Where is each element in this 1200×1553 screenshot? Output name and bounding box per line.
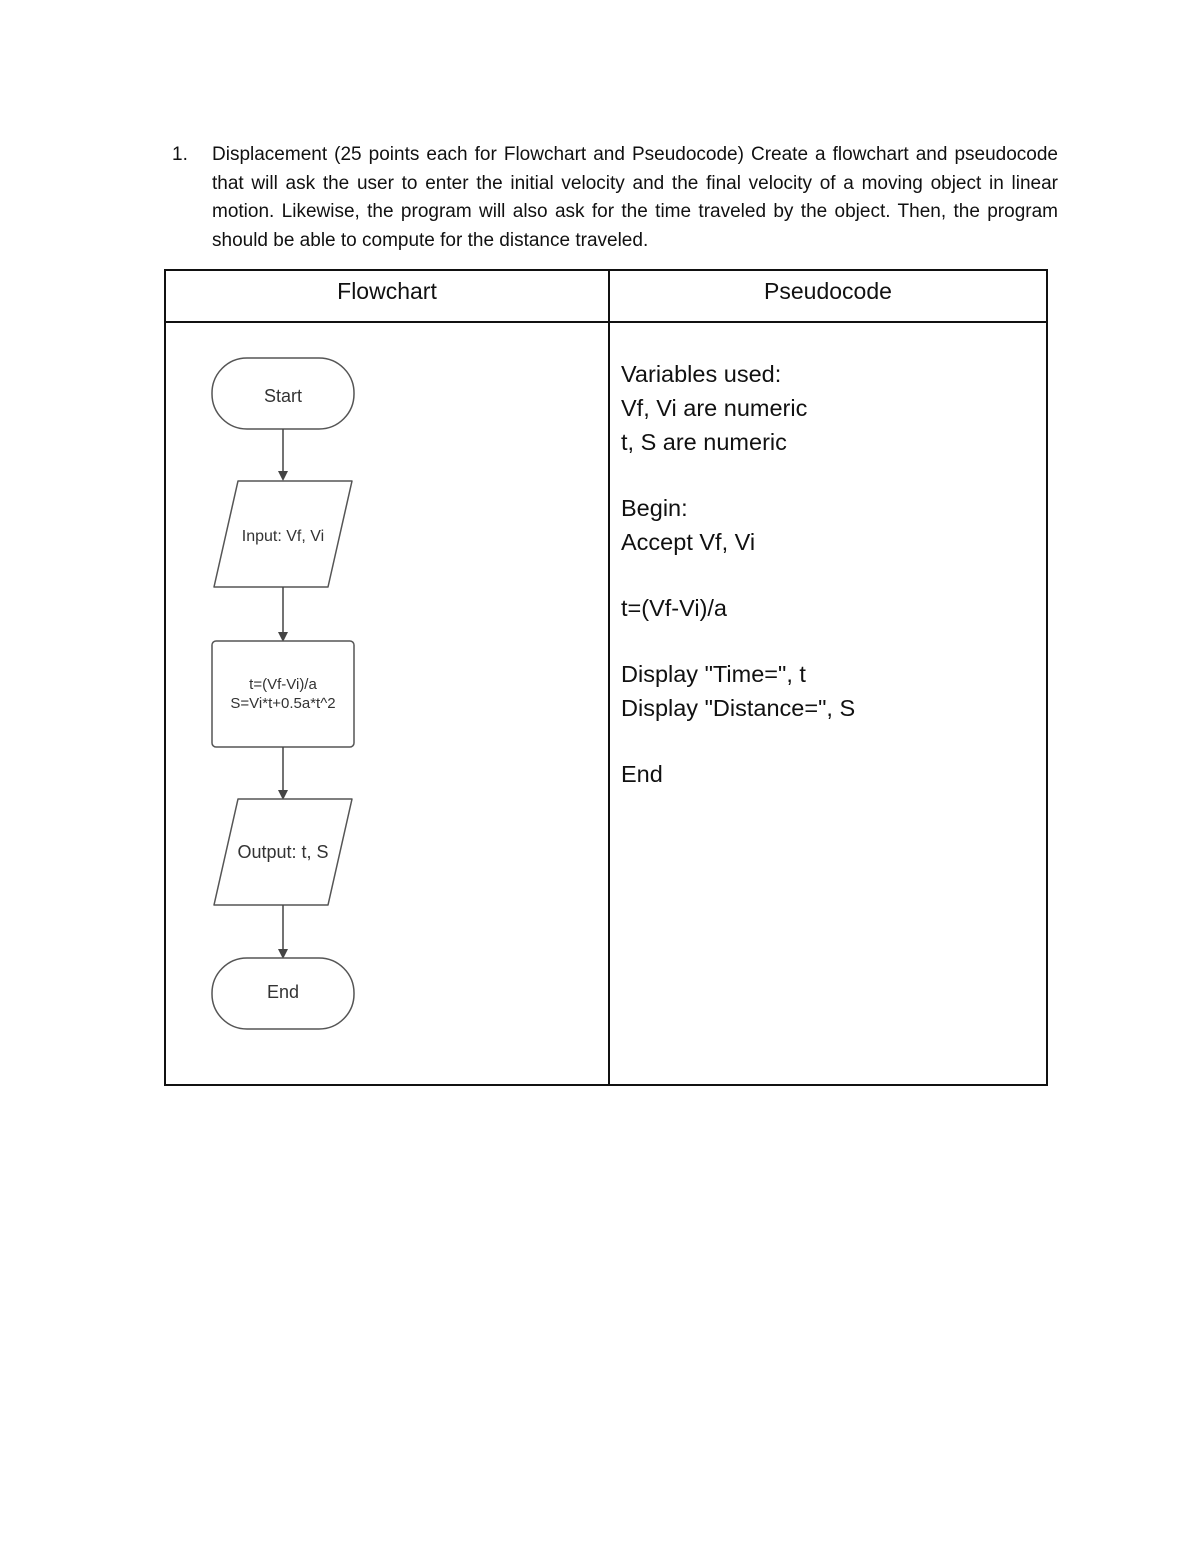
output-label: Output: t, S xyxy=(237,841,329,862)
pseudo-variables-header: Variables used: xyxy=(621,361,782,387)
input-parallelogram xyxy=(214,481,352,587)
pseudocode-block xyxy=(621,357,1041,791)
pseudo-compute: t=(Vf-Vi)/a xyxy=(621,595,728,621)
pseudocode-header: Pseudocode xyxy=(764,278,892,304)
question-text: Displacement (25 points each for Flowchart and Pseudocode) Create a flowchart and pseudocode that will ask the user to enter the initial velocity and the final velocity of a moving object in linear motion. Likewise, the program will also ask for the time traveled by the object. Then, the program should be able to compute for the distance traveled. xyxy=(212,144,1058,251)
flowchart-header: Flowchart xyxy=(337,278,437,304)
pseudo-end: End xyxy=(621,761,663,787)
pseudo-variables-line-2: t, S are numeric xyxy=(621,429,787,455)
pseudo-display-time: Display "Time=", t xyxy=(621,661,806,687)
question-number: 1. xyxy=(172,144,188,165)
pseudo-display-distance: Display "Distance=", S xyxy=(621,695,856,721)
pseudo-accept: Accept Vf, Vi xyxy=(621,529,756,555)
process-line-1: t=(Vf-Vi)/a xyxy=(249,675,317,693)
column-divider xyxy=(608,271,610,1084)
process-line-2: S=Vi*t+0.5a*t^2 xyxy=(230,694,336,712)
pseudo-begin: Begin: xyxy=(621,495,688,521)
process-box xyxy=(212,641,354,747)
start-terminal xyxy=(212,358,354,429)
flowchart xyxy=(166,271,608,1084)
answer-table xyxy=(164,269,1048,1086)
output-parallelogram xyxy=(214,799,352,905)
question xyxy=(172,141,1058,255)
input-label: Input: Vf, Vi xyxy=(241,528,325,546)
end-label: End xyxy=(266,981,300,1002)
start-label: Start xyxy=(263,385,303,406)
pseudo-variables-line-1: Vf, Vi are numeric xyxy=(621,395,808,421)
end-terminal xyxy=(212,958,354,1029)
